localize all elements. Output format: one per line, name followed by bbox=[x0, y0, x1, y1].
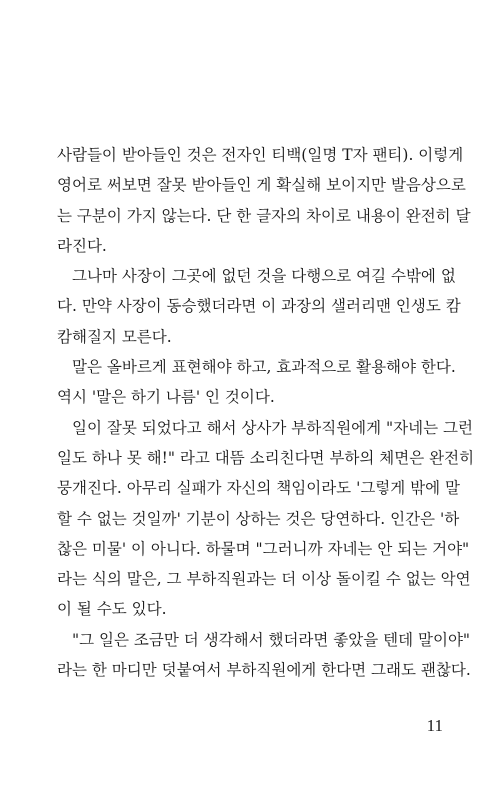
page-number: 11 bbox=[426, 716, 443, 735]
text-line: 영어로 써보면 잘못 받아들인 게 확실해 보이지만 발음상으로 bbox=[57, 176, 466, 195]
text-line: 찮은 미물' 이 아니다. 하물며 "그러니까 자네는 안 되는 거야" bbox=[57, 539, 470, 558]
text-line: 그나마 사장이 그곳에 없던 것을 다행으로 여길 수밖에 없 bbox=[72, 267, 456, 286]
text-line: 라진다. bbox=[57, 236, 107, 255]
text-line: 라는 식의 말은, 그 부하직원과는 더 이상 돌이킬 수 없는 악연 bbox=[57, 570, 471, 589]
text-line: 는 구분이 가지 않는다. 단 한 글자의 차이로 내용이 완전히 달 bbox=[57, 206, 471, 225]
text-line: 다. 만약 사장이 동승했더라면 이 과장의 샐러리맨 인생도 캄 bbox=[57, 297, 461, 316]
text-line: 캄해질지 모른다. bbox=[57, 327, 172, 346]
text-line: 일이 잘못 되었다고 해서 상사가 부하직원에게 "자네는 그런 bbox=[72, 418, 473, 437]
text-line: 할 수 없는 것일까' 기분이 상하는 것은 당연하다. 인간은 '하 bbox=[57, 509, 460, 528]
text-line: 뭉개진다. 아무리 실패가 자신의 책임이라도 '그렇게 밖에 말 bbox=[57, 479, 461, 498]
text-line: 이 될 수도 있다. bbox=[57, 600, 167, 619]
text-line: 말은 올바르게 표현해야 하고, 효과적으로 활용해야 한다. bbox=[72, 358, 456, 377]
text-line: 라는 한 마디만 덧붙여서 부하직원에게 한다면 그래도 괜찮다. bbox=[57, 661, 471, 680]
text-line: 역시 '말은 하기 나름' 인 것이다. bbox=[57, 388, 275, 407]
text-line: 사람들이 받아들인 것은 전자인 티백(일명 T자 팬티). 이렇게 bbox=[57, 146, 464, 164]
body-text bbox=[57, 140, 475, 685]
text-line: "그 일은 조금만 더 생각해서 했더라면 좋았을 텐데 말이야" bbox=[72, 630, 471, 649]
text-line: 일도 하나 못 해!" 라고 대뜸 소리친다면 부하의 체면은 완전히 bbox=[57, 448, 475, 467]
